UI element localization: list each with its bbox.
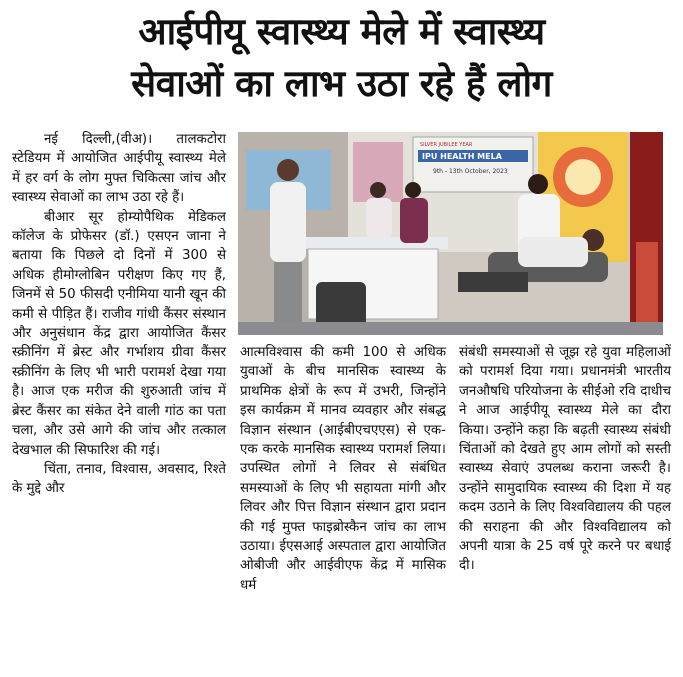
paragraph-hemoglobin: बीआर सूर होम्योपैथिक मेडिकल कॉलेज के प्रोफेसर (डॉ.) एसएन जाना ने बताया कि पिछले दो दिनों में 300 से अधिक हीमोग्लोबिन परीक्षण किए गए हैं, जिनमें से 50 फीसदी एनीमिया यानी खून की कमी से पीड़ित हैं। राजीव गांधी कैंसर संस्थान और अनुसंधान केंद्र द्वारा आयोजित कैंसर स्क्रीनिंग में ब्रेस्ट और गर्भाशय ग्रीवा कैंसर स्क्रीनिंग के लिए भी भारी परामर्श देखा गया है। आज एक मरीज की शुरुआती जांच में ब्रेस्ट कैंसर का संकेत देने वाली गांठ का पता चला, और उसे आगे की जांच और तत्काल देखभाल की सिफारिश की गई।: [12, 209, 226, 458]
article-headline: [0, 6, 683, 110]
article-column-3: [459, 343, 671, 576]
headline-line-2: सेवाओं का लाभ उठा रहे हैं लोग: [131, 62, 552, 105]
article-column-2: [240, 343, 446, 595]
paragraph-column-2: आत्मविश्वास की कमी 100 से अधिक युवाओं के बीच मानसिक स्वास्थ्य के प्राथमिक क्षेत्रों के रूप में उभरी, जिन्होंने इस कार्यक्रम में मानव व्यवहार और संबद्ध विज्ञान संस्थान (आईबीएचएएस) से एक-एक करके मानसिक स्वास्थ्य परामर्श लिया। उपस्थित लोगों ने लिवर से संबंधित समस्याओं के लिए भी सहायता मांगी और लिवर और पित्त विज्ञान संस्थान द्वारा प्रदान की गई मुफ्त फाइब्रोस्कैन जांच का लाभ उठाया। ईएसआई अस्पताल द्वारा आयोजित ओबीजी और आईवीएफ केंद्र में मासिक धर्म: [240, 345, 446, 593]
banner-title: IPU HEALTH MELA: [422, 152, 502, 161]
paragraph-mental-health-start: चिंता, तनाव, विश्वास, अवसाद, रिश्ते के मुद्दे और: [12, 461, 226, 497]
article-column-1: [12, 130, 226, 499]
news-photo: [238, 132, 663, 335]
banner-dates: 9th - 13th October, 2023: [433, 168, 508, 175]
paragraph-dateline: नई दिल्ली,(वीअ)। तालकटोरा स्टेडियम में आयोजित आईपीयू स्वास्थ्य मेले में हर वर्ग के लोग मुफ्त चिकित्सा जांच और स्वास्थ्य सेवाओं का लाभ उठा रहे हैं।: [12, 132, 226, 206]
headline-line-1: आईपीयू स्वास्थ्य मेले में स्वास्थ्य: [138, 10, 545, 53]
banner-subtext: SILVER JUBILEE YEAR: [420, 142, 473, 148]
paragraph-column-3: संबंधी समस्याओं से जूझ रहे युवा महिलाओं को परामर्श दिया गया। प्रधानमंत्री भारतीय जनऔषधि परियोजना के सीईओ रवि दाधीच ने आज आईपीयू स्वास्थ्य मेले का दौरा किया। उन्होंने कहा कि बढ़ती स्वास्थ्य संबंधी चिंताओं को देखते हुए आम लोगों को सस्ती स्वास्थ्य सेवाएं उपलब्ध कराना जरूरी है। उन्होंने सामुदायिक स्वास्थ्य की दिशा में यह कदम उठाने के लिए विश्वविद्यालय की पहल की सराहना की और विश्वविद्यालय को अपनी यात्रा के 25 वर्ष पूरे करने पर बधाई दी।: [459, 345, 671, 574]
